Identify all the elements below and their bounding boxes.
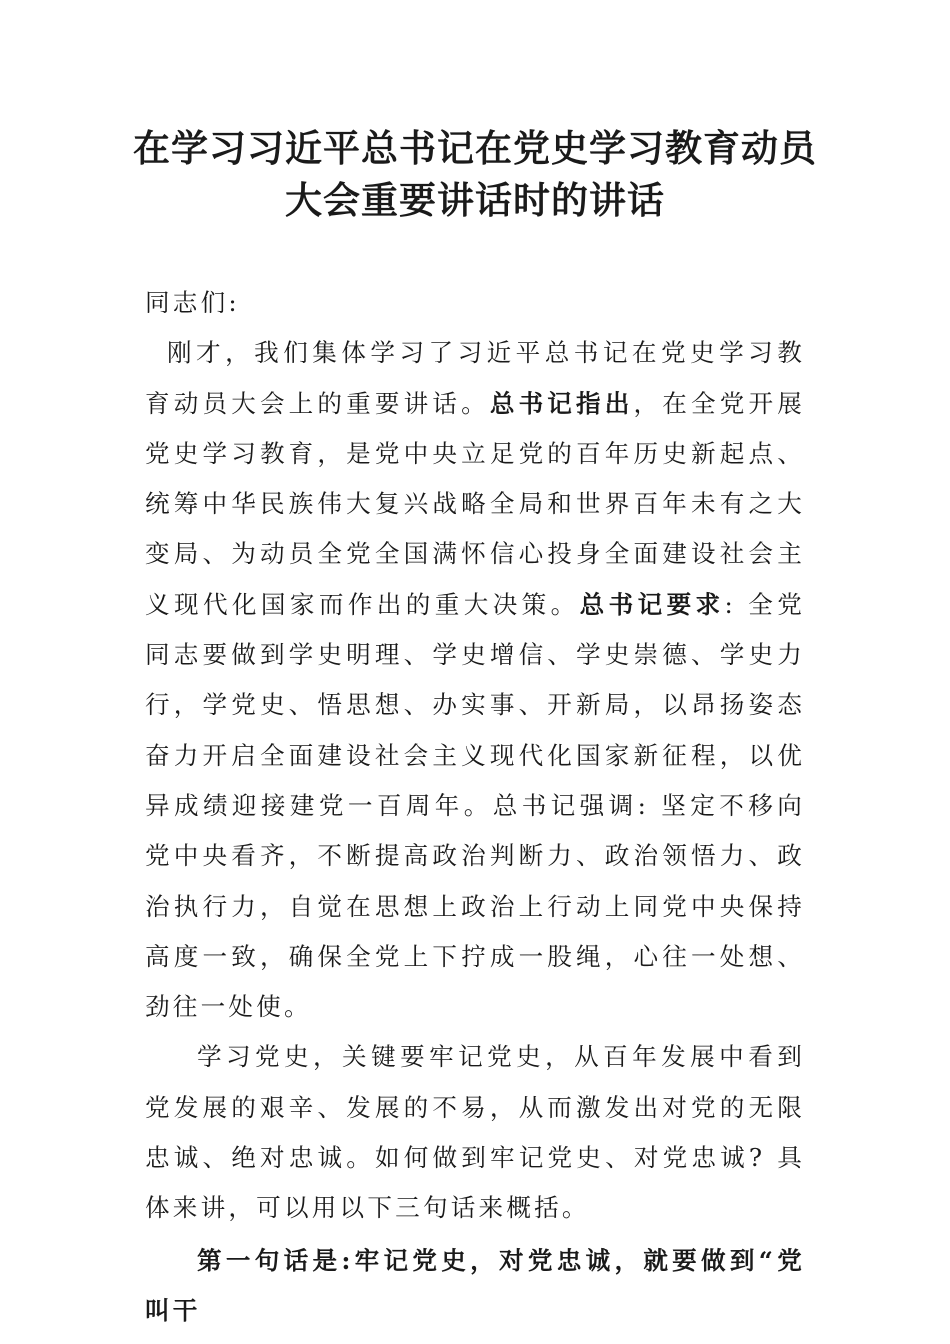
paragraph-2: 学习党史，关键要牢记党史，从百年发展中看到党发展的艰辛、发展的不易，从而激发出对党的无限忠诚、绝对忠诚。如何做到牢记党史、对党忠诚? 具体来讲，可以用以下三句话来概括。 xyxy=(145,1042,805,1223)
document-title xyxy=(100,122,850,226)
emphasis-secretary-pointed-out: 总书记指出 xyxy=(489,388,634,418)
paragraph-3-heading: 第一句话是:牢记党史，对党忠诚，就要做到“党叫干 xyxy=(145,1245,805,1325)
document-body xyxy=(145,278,805,1336)
paragraph-1-text-1: 刚才，我们集体学习了习近平总书记在党史学习教育动员大会上的重要讲话。 xyxy=(145,338,805,418)
emphasis-secretary-requires: 总书记要求 xyxy=(579,589,725,619)
paragraph-1 xyxy=(145,328,805,1032)
title-line-2: 大会重要讲话时的讲话 xyxy=(285,178,665,222)
paragraph-1-text-3: : 全党同志要做到学史明理、学史增信、学史崇德、学史力行，学党史、悟思想、办实事、开新局，以昂扬姿态奋力开启全面建设社会主义现代化国家新征程，以优异成绩迎接建党一百周年。总书记强调: 坚定不移向党中央看齐，不断提高政治判断力、政治领悟力、政治执行力，自觉在思想上政治上行动上同党中央保持高度一致，确保全党上下拧成一股绳，心往一处想、劲往一处使。 xyxy=(145,589,805,1022)
title-line-1: 在学习习近平总书记在党史学习教育动员 xyxy=(133,126,817,170)
paragraph-1-text-2: ，在全党开展党史学习教育，是党中央立足党的百年历史新起点、统筹中华民族伟大复兴战略全局和世界百年未有之大变局、为动员全党全国满怀信心投身全面建设社会主义现代化国家而作出的重大决策。 xyxy=(145,388,805,619)
greeting: 同志们: xyxy=(145,288,240,317)
